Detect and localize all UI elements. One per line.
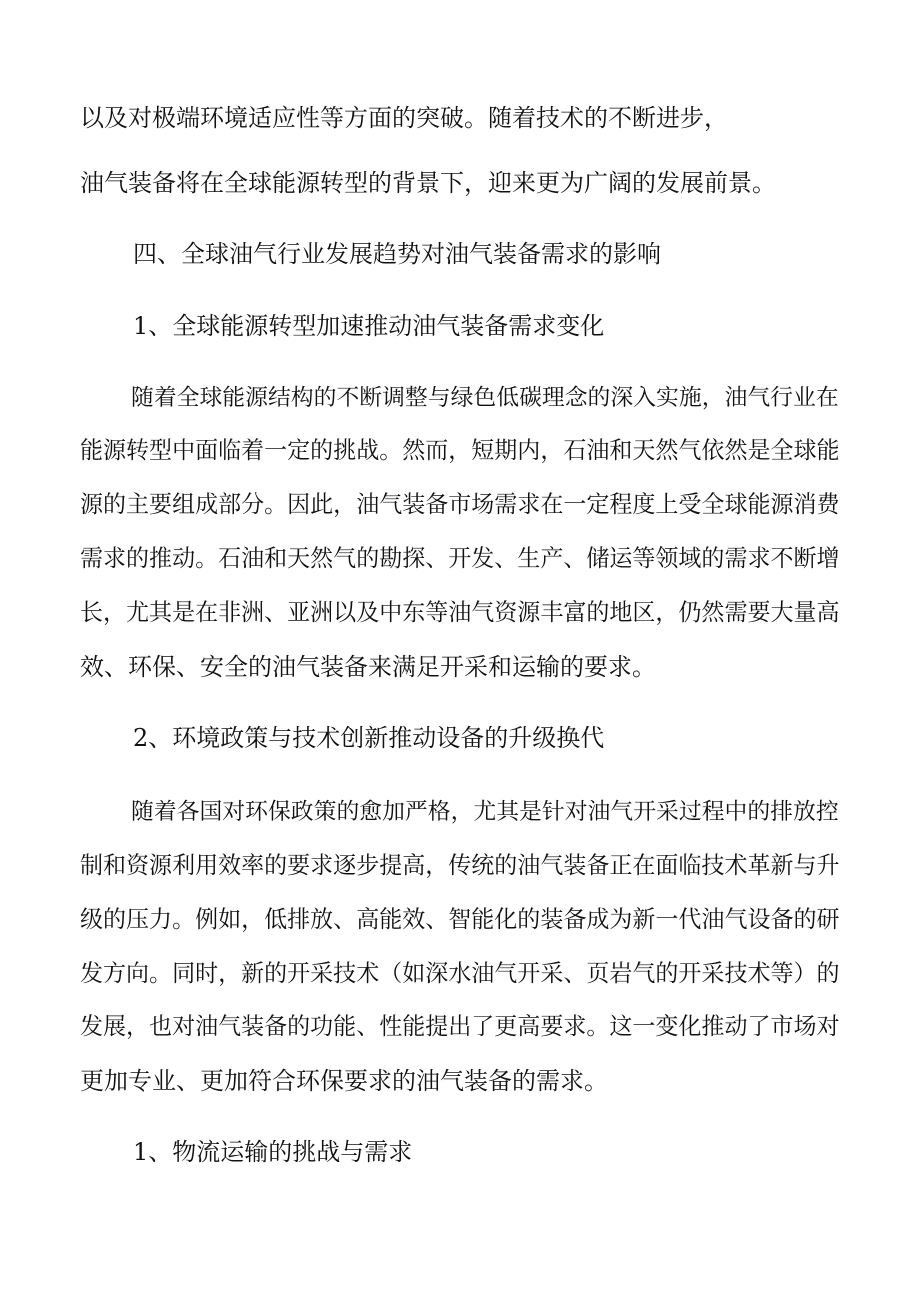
subsection-1-heading: 1、全球能源转型加速推动油气装备需求变化 bbox=[133, 312, 605, 340]
subsection-2-heading: 2、环境政策与技术创新推动设备的升级换代 bbox=[133, 724, 605, 752]
subsection-1-paragraph-line: 效、环保、安全的油气装备来满足开采和运输的要求。 bbox=[80, 653, 656, 681]
subsection-2-paragraph-line: 更加专业、更加符合环保要求的油气装备的需求。 bbox=[80, 1067, 608, 1095]
subsection-1-paragraph-line: 源的主要组成部分。因此，油气装备市场需求在一定程度上受全球能源消费 bbox=[80, 492, 840, 518]
intro-line-1: 以及对极端环境适应性等方面的突破。随着技术的不断进步， bbox=[80, 104, 728, 132]
intro-line-2: 油气装备将在全球能源转型的背景下，迎来更为广阔的发展前景。 bbox=[80, 169, 776, 197]
section-heading: 四、全球油气行业发展趋势对油气装备需求的影响 bbox=[133, 240, 661, 268]
subsection-1-paragraph-line: 能源转型中面临着一定的挑战。然而，短期内，石油和天然气依然是全球能 bbox=[80, 438, 840, 464]
subsection-2-paragraph-line: 随着各国对环保政策的愈加严格，尤其是针对油气开采过程中的排放控 bbox=[131, 799, 839, 825]
subsection-1-paragraph-line: 需求的推动。石油和天然气的勘探、开发、生产、储运等领域的需求不断增 bbox=[80, 546, 840, 572]
subsection-2-paragraph-line: 制和资源利用效率的要求逐步提高，传统的油气装备正在面临技术革新与升 bbox=[80, 853, 840, 879]
subsection-2-paragraph-line: 级的压力。例如，低排放、高能效、智能化的装备成为新一代油气设备的研 bbox=[80, 907, 840, 933]
paragraph-text: 随着全球能源结构的不断调整与绿色低碳理念的深入实施，油气行业在 bbox=[131, 385, 839, 411]
subsection-1-paragraph-line: 长，尤其是在非洲、亚洲以及中东等油气资源丰富的地区，仍然需要大量高 bbox=[80, 600, 840, 626]
subsection-1-paragraph-line bbox=[131, 381, 839, 415]
subsection-2-paragraph-line: 发方向。同时，新的开采技术（如深水油气开采、页岩气的开采技术等）的 bbox=[80, 961, 840, 987]
subsection-3-heading: 1、物流运输的挑战与需求 bbox=[133, 1138, 413, 1166]
subsection-2-paragraph-line: 发展，也对油气装备的功能、性能提出了更高要求。这一变化推动了市场对 bbox=[80, 1014, 840, 1040]
